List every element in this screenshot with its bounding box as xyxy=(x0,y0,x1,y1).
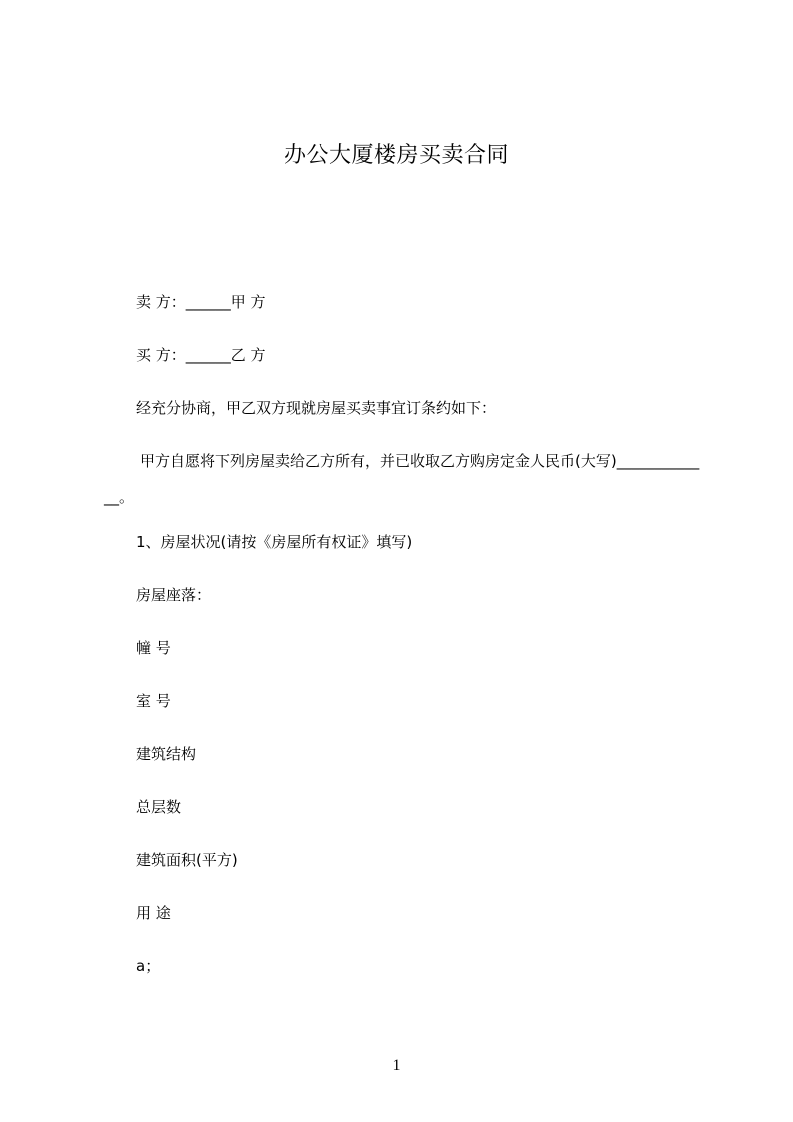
field-structure: 建筑结构 xyxy=(136,745,197,763)
seller-label: 卖 方： xyxy=(136,293,186,311)
field-room-number: 室 号 xyxy=(136,692,171,710)
field-building-number: 幢 号 xyxy=(136,639,171,657)
seller-line xyxy=(136,292,266,312)
buyer-line xyxy=(136,345,266,365)
field-item-a: a； xyxy=(136,957,161,975)
field-total-floors: 总层数 xyxy=(136,798,182,816)
field-floor-area: 建筑面积(平方) xyxy=(136,851,238,869)
document-title: 办公大厦楼房买卖合同 xyxy=(283,143,509,168)
seller-blank: ______ xyxy=(185,293,231,311)
seller-value: 甲 方 xyxy=(230,293,266,311)
buyer-value: 乙 方 xyxy=(230,346,266,364)
buyer-label: 买 方： xyxy=(136,346,186,364)
deposit-paragraph: 甲方自愿将下列房屋卖给乙方所有，并已收取乙方购房定金人民币(大写)_____________。 xyxy=(104,452,700,506)
field-location: 房屋座落： xyxy=(136,586,212,604)
section1-heading: 1、房屋状况(请按《房屋所有权证》填写) xyxy=(136,533,413,551)
intro-text: 经充分协商，甲乙双方现就房屋买卖事宜订条约如下： xyxy=(136,399,497,417)
field-usage: 用 途 xyxy=(136,904,171,922)
page-number: 1 xyxy=(392,1057,401,1074)
buyer-blank: ______ xyxy=(185,346,231,364)
